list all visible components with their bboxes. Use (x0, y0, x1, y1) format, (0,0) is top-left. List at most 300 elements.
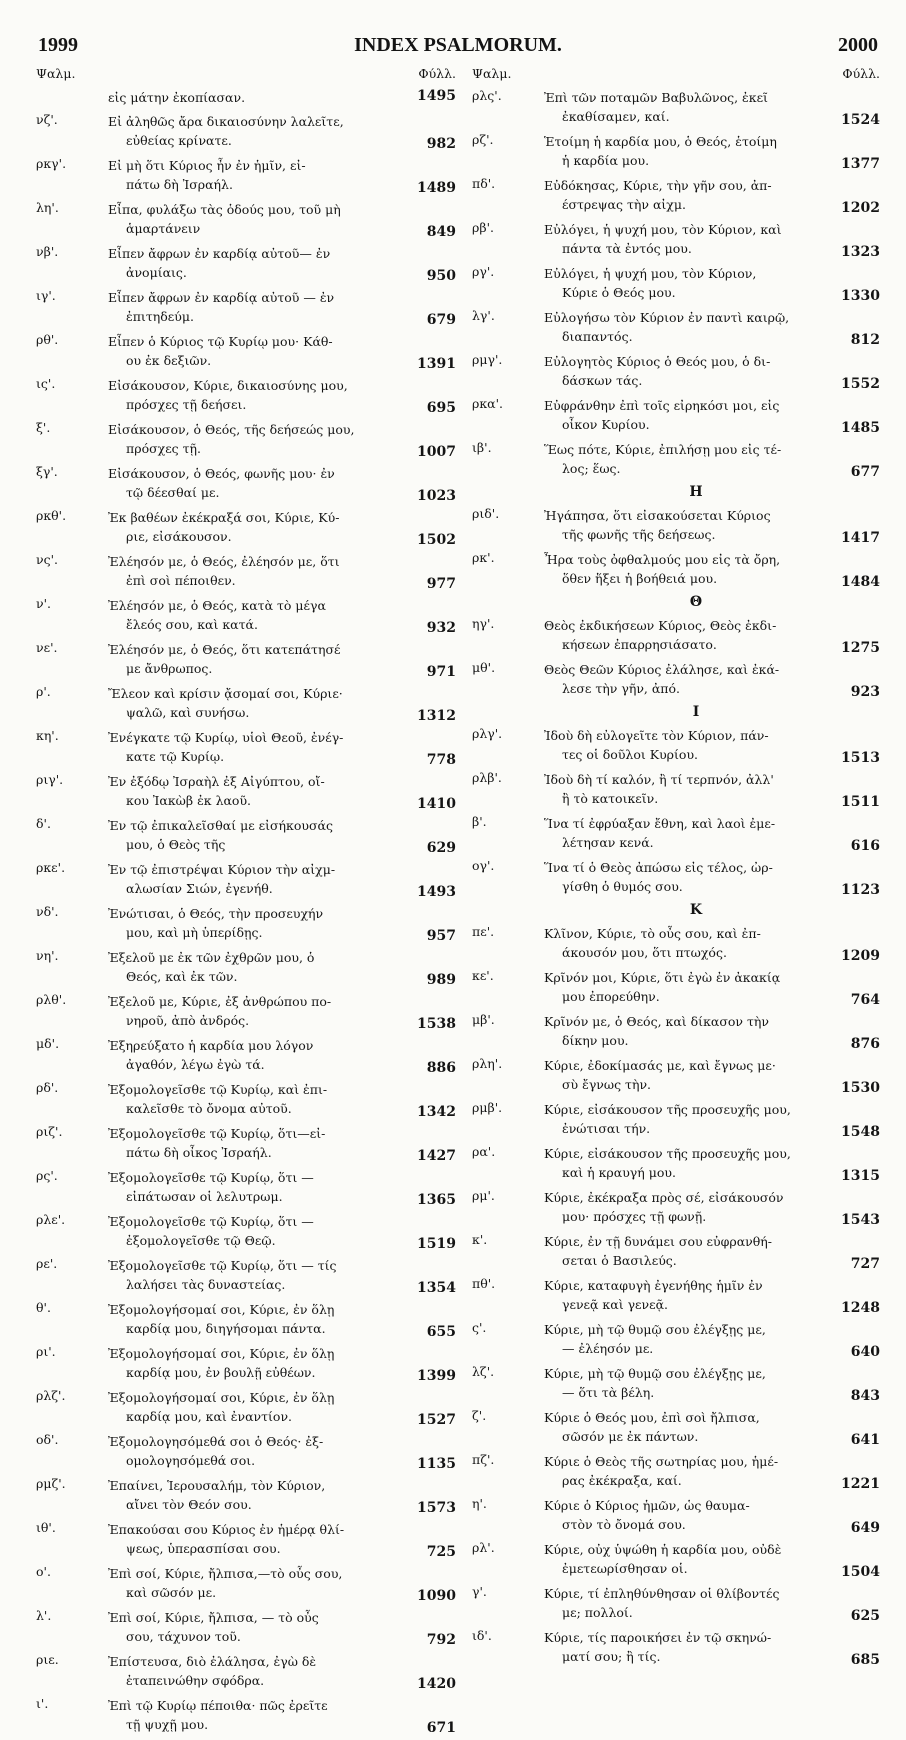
index-entry (472, 858, 880, 902)
psalm-incipit (108, 1300, 402, 1338)
page-number-right: 2000 (838, 34, 878, 56)
incipit-continuation: ἢ τὸ κατοικεῖν. (562, 791, 659, 806)
incipit-line: Εἶπα, φυλάξω τὰς ὁδούς μου, τοῦ μὴ (108, 202, 341, 217)
incipit-line: Ἵνα τί ἐφρύαξαν ἔθνη, καὶ λαοὶ ἐμε- (544, 816, 776, 831)
psalm-column-label: Ψαλμ. (472, 66, 512, 81)
psalm-number: ο'. (36, 1564, 51, 1579)
psalm-incipit (544, 308, 826, 346)
index-entry (472, 968, 880, 1012)
page-reference: 1511 (841, 794, 880, 810)
incipit-line: Ἐξομολογεῖσθε τῷ Κυρίῳ, ὅτι—εἰ- (108, 1126, 326, 1141)
index-entry (36, 596, 456, 640)
index-entry (36, 1608, 456, 1652)
section-letter: Ι (692, 704, 700, 720)
index-entry (36, 1168, 456, 1212)
incipit-continuation: καρδίᾳ μου, καὶ ἐναντίον. (126, 1409, 293, 1424)
incipit-continuation: ψαλῶ, καὶ συνήσω. (126, 705, 250, 720)
incipit-continuation: πάτω δὴ Ἰσραήλ. (126, 177, 233, 192)
psalm-number: πζ'. (472, 1452, 495, 1467)
page-reference: 843 (850, 1388, 880, 1404)
incipit-continuation: μου ἐπορεύθην. (562, 989, 660, 1004)
psalm-incipit (544, 88, 826, 126)
index-entry (36, 1520, 456, 1564)
page-reference: 1417 (841, 530, 880, 546)
psalm-incipit (108, 1564, 402, 1602)
psalm-number: νς'. (36, 552, 59, 567)
incipit-line: Ἐνέγκατε τῷ Κυρίῳ, υἱοὶ Θεοῦ, ἐνέγ- (108, 730, 344, 745)
psalm-number: ρλγ'. (472, 726, 503, 741)
page-reference: 1323 (841, 244, 880, 260)
incipit-continuation: με; πολλοί. (562, 1605, 633, 1620)
psalm-incipit (108, 1256, 402, 1294)
psalm-incipit (544, 440, 826, 478)
incipit-continuation: αλωσίαν Σιών, ἐγενήθ. (126, 881, 273, 896)
psalm-number: νδ'. (36, 904, 59, 919)
index-entry (36, 1432, 456, 1476)
incipit-line: Ἐξομολογεῖσθε τῷ Κυρίῳ, καὶ ἐπι- (108, 1082, 328, 1097)
index-entry (36, 508, 456, 552)
psalm-number: πθ'. (472, 1276, 496, 1291)
incipit-continuation: ἐκαθίσαμεν, καί. (562, 109, 670, 124)
page-reference: 923 (850, 684, 880, 700)
incipit-line: Κύριε, ἐν τῇ δυνάμει σου εὐφρανθή- (544, 1234, 772, 1249)
page-reference: 886 (426, 1060, 456, 1076)
psalm-number: ρ'. (36, 684, 51, 699)
psalm-incipit (108, 244, 402, 282)
page-reference: 1538 (417, 1016, 456, 1032)
incipit-line: Εὐλογητὸς Κύριος ὁ Θεός μου, ὁ δι- (544, 354, 771, 369)
psalm-incipit (544, 220, 826, 258)
page-reference: 1221 (841, 1476, 880, 1492)
psalm-incipit (544, 506, 826, 544)
page-reference: 1342 (417, 1104, 456, 1120)
psalm-incipit (544, 396, 826, 434)
incipit-line: Εὐλογήσω τὸν Κύριον ἐν παντὶ καιρῷ, (544, 310, 790, 325)
psalm-incipit (108, 1036, 402, 1074)
psalm-number: ρμζ'. (36, 1476, 66, 1491)
page-reference: 1391 (417, 356, 456, 372)
incipit-continuation: δάσκων τάς. (562, 373, 643, 388)
psalm-incipit (108, 816, 402, 854)
psalm-incipit (544, 1584, 826, 1622)
psalm-incipit (544, 1496, 826, 1534)
psalm-incipit (108, 948, 402, 986)
section-letter: Κ (689, 902, 703, 918)
page-reference: 1427 (417, 1148, 456, 1164)
index-entry (472, 1320, 880, 1364)
psalm-incipit (108, 772, 402, 810)
psalm-incipit (544, 924, 826, 962)
page-reference: 1513 (841, 750, 880, 766)
psalm-incipit (544, 1628, 826, 1666)
psalm-incipit (108, 1388, 402, 1426)
incipit-continuation: καὶ ἡ κραυγή μου. (562, 1165, 676, 1180)
incipit-line: Κύριε, οὐχ ὑψώθη ἡ καρδία μου, οὐδὲ (544, 1542, 782, 1557)
psalm-incipit (108, 420, 402, 458)
psalm-number: νη'. (36, 948, 59, 963)
incipit-continuation: ἁμαρτάνειν (126, 221, 201, 236)
psalm-number: ρμγ'. (472, 352, 503, 367)
psalm-incipit (544, 1232, 826, 1270)
psalm-number: ιθ'. (36, 1520, 56, 1535)
page-reference: 685 (850, 1652, 880, 1668)
psalm-number: κη'. (36, 728, 59, 743)
incipit-continuation: — ὅτι τὰ βέλη. (562, 1385, 655, 1400)
incipit-line: Κύριε, τί ἐπληθύνθησαν οἱ θλίβοντές (544, 1586, 780, 1601)
index-entry (36, 1476, 456, 1520)
psalm-number: νζ'. (36, 112, 58, 127)
page-reference: 1330 (841, 288, 880, 304)
incipit-line: Ἐλέησόν με, ὁ Θεός, ἐλέησόν με, ὅτι (108, 554, 340, 569)
psalm-number: ιγ'. (36, 288, 56, 303)
psalm-incipit (108, 728, 402, 766)
page-reference: 1502 (417, 532, 456, 548)
psalm-number: λ'. (36, 1608, 52, 1623)
psalm-incipit (108, 640, 402, 678)
right-index-column (472, 88, 880, 1668)
incipit-continuation: γενεᾷ καὶ γενεᾷ. (562, 1297, 668, 1312)
psalm-number: ρε'. (36, 1256, 58, 1271)
page-reference: 812 (850, 332, 880, 348)
page-reference: 1543 (841, 1212, 880, 1228)
psalm-number: λζ'. (472, 1364, 495, 1379)
page-reference: 1209 (841, 948, 880, 964)
psalm-number: νε'. (36, 640, 58, 655)
incipit-continuation: ἀγαθόν, λέγω ἐγὼ τά. (126, 1057, 265, 1072)
page-reference: 1519 (417, 1236, 456, 1252)
index-entry (36, 1256, 456, 1300)
incipit-continuation: λεσε τὴν γῆν, ἀπό. (562, 681, 681, 696)
psalm-number: λγ'. (472, 308, 495, 323)
index-entry (472, 220, 880, 264)
left-column-header (36, 66, 456, 84)
psalm-number: ρλε'. (36, 1212, 66, 1227)
incipit-line: Ἐπὶ σοί, Κύριε, ἤλπισα,—τὸ οὖς σου, (108, 1566, 343, 1581)
incipit-continuation: ἡ καρδία μου. (562, 153, 650, 168)
psalm-number: ρλς'. (472, 88, 502, 103)
incipit-line: Ἠγάπησα, ὅτι εἰσακούσεται Κύριος (544, 508, 771, 523)
index-entry (36, 1080, 456, 1124)
psalm-number: ρκθ'. (36, 508, 67, 523)
page-reference: 876 (850, 1036, 880, 1052)
index-entry (36, 948, 456, 992)
psalm-incipit (544, 176, 826, 214)
left-index-column (36, 88, 456, 1736)
incipit-line: Ἐλέησόν με, ὁ Θεός, κατὰ τὸ μέγα (108, 598, 326, 613)
incipit-continuation: μου· πρόσχες τῇ φωνῇ. (562, 1209, 707, 1224)
psalm-number: ιβ'. (472, 440, 492, 455)
psalm-number: ρλβ'. (472, 770, 502, 785)
incipit-continuation: ου ἐκ δεξιῶν. (126, 353, 212, 368)
incipit-continuation: εὐθείας κρίνατε. (126, 133, 232, 148)
index-entry (472, 1056, 880, 1100)
incipit-continuation: διαπαντός. (562, 329, 633, 344)
psalm-incipit (544, 1364, 826, 1402)
psalm-incipit (544, 1452, 826, 1490)
index-entry (472, 440, 880, 484)
incipit-continuation: ἐξομολογεῖσθε τῷ Θεῷ. (126, 1233, 276, 1248)
incipit-line: Ἦρα τοὺς ὀφθαλμούς μου εἰς τὰ ὄρη, (544, 552, 781, 567)
page-reference: 727 (850, 1256, 880, 1272)
page-reference: 932 (426, 620, 456, 636)
psalm-number: ριδ'. (472, 506, 500, 521)
psalm-incipit (544, 352, 826, 390)
incipit-continuation: νηροῦ, ἀπὸ ἀνδρός. (126, 1013, 250, 1028)
index-entry (472, 1628, 880, 1672)
incipit-line: Κύριε ὁ Κύριος ἡμῶν, ὡς θαυμα- (544, 1498, 750, 1513)
index-entry (472, 924, 880, 968)
index-entry (472, 132, 880, 176)
section-letter: Η (689, 484, 703, 500)
incipit-continuation: ἐπὶ σοὶ πέποιθεν. (126, 573, 236, 588)
incipit-line: Εὐλόγει, ἡ ψυχή μου, τὸν Κύριον, καὶ (544, 222, 782, 237)
index-entry (36, 684, 456, 728)
page-reference: 1007 (417, 444, 456, 460)
psalm-incipit (544, 616, 826, 654)
psalm-incipit (108, 596, 402, 634)
psalm-incipit (108, 332, 402, 370)
index-entry (36, 552, 456, 596)
incipit-line: Ἐξομολογήσομαί σοι, Κύριε, ἐν ὅλῃ (108, 1390, 335, 1405)
incipit-continuation: καρδίᾳ μου, διηγήσομαι πάντα. (126, 1321, 326, 1336)
incipit-line: Εἶπεν ἄφρων ἐν καρδίᾳ αὐτοῦ — ἐν (108, 290, 335, 305)
page-reference: 1489 (417, 180, 456, 196)
incipit-line: Εἶπεν ὁ Κύριος τῷ Κυρίῳ μου· Κάθ- (108, 334, 333, 349)
incipit-line: Κύριε ὁ Θεός μου, ἐπὶ σοὶ ἤλπισα, (544, 1410, 760, 1425)
index-entry (472, 550, 880, 594)
incipit-line: Εὐδόκησας, Κύριε, τὴν γῆν σου, ἀπ- (544, 178, 772, 193)
page-reference: 725 (426, 1544, 456, 1560)
incipit-continuation: ἀνομίαις. (126, 265, 187, 280)
incipit-line: Εὐλόγει, ἡ ψυχή μου, τὸν Κύριον, (544, 266, 757, 281)
incipit-line: Ἐπίστευσα, διὸ ἐλάλησα, ἐγὼ δὲ (108, 1654, 317, 1669)
incipit-continuation: πάντα τὰ ἐντός μου. (562, 241, 692, 256)
incipit-line: Κύριε, ἐδοκίμασάς με, καὶ ἔγνως με· (544, 1058, 776, 1073)
index-entry (36, 1696, 456, 1740)
psalm-incipit (544, 264, 826, 302)
psalm-incipit (544, 1276, 826, 1314)
page-reference: 1527 (417, 1412, 456, 1428)
page-reference: 1573 (417, 1500, 456, 1516)
page-reference: 1485 (841, 420, 880, 436)
section-letter: Θ (689, 594, 703, 610)
psalm-number: ρλθ'. (36, 992, 67, 1007)
page-reference: 1275 (841, 640, 880, 656)
psalm-number: ρθ'. (36, 332, 59, 347)
psalm-incipit (108, 1652, 402, 1690)
psalm-number: μβ'. (472, 1012, 495, 1027)
psalm-incipit (544, 132, 826, 170)
index-entry (36, 1564, 456, 1608)
psalm-incipit (544, 1100, 826, 1138)
index-entry (472, 1188, 880, 1232)
page-reference: 792 (426, 1632, 456, 1648)
index-entry (36, 156, 456, 200)
index-entry (472, 264, 880, 308)
incipit-continuation: καρδίᾳ μου, ἐν βουλῇ εὐθέων. (126, 1365, 316, 1380)
incipit-line: Κύριε, καταφυγὴ ἐγενήθης ἡμῖν ἐν (544, 1278, 763, 1293)
psalm-number: ηγ'. (472, 616, 495, 631)
psalm-number: ρδ'. (36, 1080, 59, 1095)
page-reference: 977 (426, 576, 456, 592)
incipit-line: Ἐνώτισαι, ὁ Θεός, τὴν προσευχήν (108, 906, 324, 921)
psalm-number: οδ'. (36, 1432, 59, 1447)
incipit-line: Κύριε ὁ Θεὸς τῆς σωτηρίας μου, ἡμέ- (544, 1454, 779, 1469)
incipit-continuation: δίκην μου. (562, 1033, 629, 1048)
incipit-continuation: οἶκον Κυρίου. (562, 417, 650, 432)
psalm-incipit (544, 1188, 826, 1226)
psalm-number: ριε. (36, 1652, 59, 1667)
psalm-number: ργ'. (472, 264, 495, 279)
incipit-continuation: — ἐλέησόν με. (562, 1341, 654, 1356)
incipit-continuation: σου, τάχυνον τοῦ. (126, 1629, 241, 1644)
index-entry (36, 112, 456, 156)
index-entry (472, 770, 880, 814)
page-reference: 671 (426, 1720, 456, 1736)
incipit-line: Κλῖνον, Κύριε, τὸ οὖς σου, καὶ ἐπ- (544, 926, 761, 941)
psalm-incipit (108, 288, 402, 326)
psalm-incipit (108, 1212, 402, 1250)
psalm-incipit (108, 684, 402, 722)
psalm-number: μθ'. (472, 660, 496, 675)
page-reference: 971 (426, 664, 456, 680)
psalm-number: ρμβ'. (472, 1100, 503, 1115)
incipit-continuation: ἔλεός σου, καὶ κατά. (126, 617, 258, 632)
page-reference: 695 (426, 400, 456, 416)
psalm-number: μδ'. (36, 1036, 60, 1051)
page-reference: 957 (426, 928, 456, 944)
index-entry (472, 1144, 880, 1188)
incipit-continuation: στὸν τὸ ὄνομά σου. (562, 1517, 686, 1532)
psalm-incipit (108, 1168, 402, 1206)
page-reference: 1354 (417, 1280, 456, 1296)
incipit-continuation: λος; ἕως. (562, 461, 621, 476)
index-entry (36, 1344, 456, 1388)
psalm-number: ρβ'. (472, 220, 494, 235)
index-entry (36, 376, 456, 420)
psalm-number: ρκε'. (36, 860, 66, 875)
incipit-line: Ἐν τῷ ἐπιστρέψαι Κύριον τὴν αἰχμ- (108, 862, 336, 877)
page-reference: 1524 (841, 112, 880, 128)
incipit-line: Εἰσάκουσον, ὁ Θεός, τῆς δεήσεώς μου, (108, 422, 355, 437)
index-entry (472, 1012, 880, 1056)
incipit-line: Ἐξομολογησόμεθά σοι ὁ Θεός· ἐξ- (108, 1434, 324, 1449)
psalm-incipit (544, 814, 826, 852)
incipit-line: Ἐν τῷ ἐπικαλεῖσθαί με εἰσήκουσάς (108, 818, 333, 833)
page-reference: 1399 (417, 1368, 456, 1384)
index-entry (36, 860, 456, 904)
page-reference: 649 (850, 1520, 880, 1536)
incipit-line: Κύριε, ἐκέκραξα πρὸς σέ, εἰσάκουσόν (544, 1190, 784, 1205)
psalm-number: λη'. (36, 200, 59, 215)
incipit-continuation: έστρεψας τὴν αἰχμ. (562, 197, 686, 212)
index-entry (36, 640, 456, 684)
incipit-continuation: ρας ἐκέκραξα, καί. (562, 1473, 682, 1488)
incipit-continuation: πρόσχες τῇ. (126, 441, 202, 456)
incipit-continuation: σῶσόν με ἐκ πάντων. (562, 1429, 699, 1444)
page-reference: 641 (850, 1432, 880, 1448)
incipit-line: Ἐξομολογεῖσθε τῷ Κυρίῳ, ὅτι — (108, 1170, 314, 1185)
incipit-continuation: τῷ δέεσθαί με. (126, 485, 220, 500)
incipit-continuation: άκουσόν μου, ὅτι πτωχός. (562, 945, 727, 960)
page-reference: 625 (850, 1608, 880, 1624)
page-column-label: Φύλλ. (418, 66, 456, 81)
psalm-incipit (108, 376, 402, 414)
incipit-line: Εἰ ἀληθῶς ἄρα δικαιοσύνην λαλεῖτε, (108, 114, 344, 129)
incipit-line: Ἐξελοῦ με ἐκ τῶν ἐχθρῶν μου, ὁ (108, 950, 315, 965)
incipit-continuation: καλεῖσθε τὸ ὄνομα αὐτοῦ. (126, 1101, 292, 1116)
psalm-number: ις'. (36, 376, 56, 391)
page-reference: 1410 (417, 796, 456, 812)
incipit-continuation: καὶ σῶσόν με. (126, 1585, 217, 1600)
page-reference: 677 (850, 464, 880, 480)
incipit-line: Ἰδοὺ δὴ τί καλόν, ἢ τί τερπνόν, ἀλλ' (544, 772, 774, 787)
incipit-continuation: πρόσχες τῇ δεήσει. (126, 397, 247, 412)
incipit-continuation: κου Ἰακὼβ ἐκ λαοῦ. (126, 793, 252, 808)
incipit-continuation: λαλήσει τὰς δυναστείας. (126, 1277, 286, 1292)
page-reference: 1420 (417, 1676, 456, 1692)
psalm-incipit (108, 860, 402, 898)
incipit-continuation: πάτω δὴ οἶκος Ἰσραήλ. (126, 1145, 272, 1160)
psalm-number: ρκ'. (472, 550, 495, 565)
incipit-line: Ἐξελοῦ με, Κύριε, ἐξ ἀνθρώπου πο- (108, 994, 332, 1009)
psalm-number: ογ'. (472, 858, 495, 873)
index-entry (472, 1496, 880, 1540)
psalm-incipit (544, 858, 826, 896)
page-reference: 1315 (841, 1168, 880, 1184)
page-reference: 679 (426, 312, 456, 328)
page-reference: 764 (850, 992, 880, 1008)
psalm-number: πε'. (472, 924, 495, 939)
index-entry (36, 420, 456, 464)
incipit-line: Εἰσάκουσον, ὁ Θεός, φωνῆς μου· ἐν (108, 466, 335, 481)
incipit-continuation: σὺ ἔγνως τὴν. (562, 1077, 652, 1092)
incipit-line: Κρῖνόν μοι, Κύριε, ὅτι ἐγὼ ἐν ἀκακίᾳ (544, 970, 781, 985)
incipit-continuation: τῆς φωνῆς τῆς δεήσεως. (562, 527, 716, 542)
incipit-line: Κύριε, μὴ τῷ θυμῷ σου ἐλέγξῃς με, (544, 1322, 766, 1337)
incipit-line: Ἐπαίνει, Ἱερουσαλήμ, τὸν Κύριον, (108, 1478, 326, 1493)
incipit-line: Εἰσάκουσον, Κύριε, δικαιοσύνης μου, (108, 378, 348, 393)
incipit-line: Ἰδοὺ δὴ εὐλογεῖτε τὸν Κύριον, πάν- (544, 728, 769, 743)
page-number-left: 1999 (38, 34, 78, 56)
psalm-incipit (544, 1408, 826, 1446)
incipit-continuation: λέτησαν κενά. (562, 835, 654, 850)
index-entry (36, 200, 456, 244)
index-entry (472, 660, 880, 704)
incipit-continuation: ἐνώτισαι τήν. (562, 1121, 651, 1136)
incipit-line: Κύριε, τίς παροικήσει ἐν τῷ σκηνώ- (544, 1630, 772, 1645)
psalm-incipit (108, 1476, 402, 1514)
incipit-line: Ἔλεον καὶ κρίσιν ᾄσομαί σοι, Κύριε· (108, 686, 343, 701)
incipit-continuation: σεται ὁ Βασιλεύς. (562, 1253, 677, 1268)
psalm-number: νβ'. (36, 244, 59, 259)
index-entry (36, 992, 456, 1036)
incipit-continuation: μου, καὶ μὴ ὑπερίδῃς. (126, 925, 263, 940)
index-entry (472, 1276, 880, 1320)
psalm-incipit (108, 464, 402, 502)
psalm-number: ξγ'. (36, 464, 58, 479)
index-entry (36, 816, 456, 860)
incipit-line: Ἑτοίμη ἡ καρδία μου, ὁ Θεός, ἑτοίμη (544, 134, 777, 149)
incipit-line: Ἐξομολογήσομαί σοι, Κύριε, ἐν ὅλῃ (108, 1346, 335, 1361)
page-reference: 1530 (841, 1080, 880, 1096)
incipit-line: Ἐξομολογεῖσθε τῷ Κυρίῳ, ὅτι — τίς (108, 1258, 337, 1273)
incipit-continuation: ἐμετεωρίσθησαν οἱ. (562, 1561, 688, 1576)
psalm-number: ριγ'. (36, 772, 64, 787)
page-reference: 1548 (841, 1124, 880, 1140)
index-entry (36, 904, 456, 948)
incipit-continuation: με ἄνθρωπος. (126, 661, 213, 676)
